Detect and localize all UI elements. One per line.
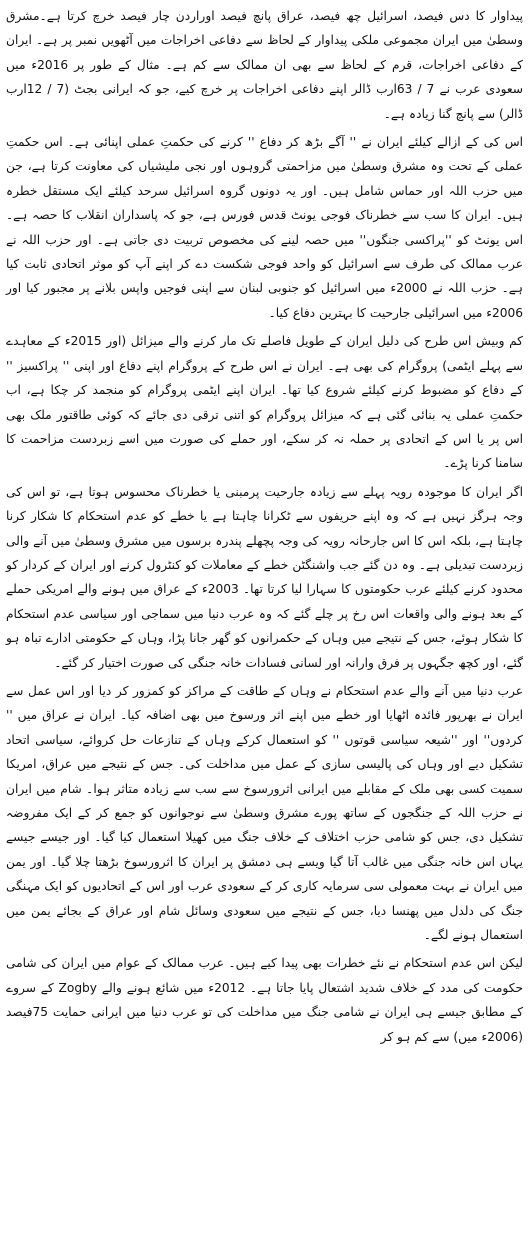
paragraph-regional-change: اگر ایران کا موجودہ رویہ پہلے سے زیادہ جارحیت پرمبنی یا خطرناک محسوس ہوتا ہے، تو اس کی وجہ ہرگز نہیں ہے کہ وہ اپنے حریفوں سے ٹکرانا چاہتا ہے یا خطے کو عدم استحکام کا شکار کرنا چاہتا ہے، بلکہ اس کا اس جارحانہ رویہ کی وجہ پچھلے پندرہ برسوں میں مشرق وسطیٰ میں آنے والی زبردست تبدیلی ہے۔ وہ دن گئے جب واشنگٹن خطے کے معاملات کو کنٹرول کرنے اور ایران کے کردار کو محدود کرنے کیلئے عرب حکومتوں کا سہارا لیا کرتا تھا۔ 2003ء کے عراق میں ہونے والے امریکی حملے کے بعد ہونے والی واقعات اس رخ پر چلے گئے کہ وہ عرب دنیا میں سماجی اور سیاسی عدم استحکام کا شکار ہوئے، جس کے نتیجے میں وہاں کے حکمرانوں کو گھر جانا پڑا، وہاں کے حکومتی ادارے تباہ ہو گئے، اور کچھ جگہوں پر فرق وارانہ اور لسانی فسادات خانہ جنگی کی صورت اختیار کر گئے۔ bbox=[6, 484, 523, 670]
article-body bbox=[6, 0, 523, 1049]
paragraph-new-threats: لیکن اس عدم استحکام نے نئے خطرات بھی پیدا کیے ہیں۔ عرب ممالک کے عوام میں ایران کی شامی حکومت کی مدد کے خلاف شدید اشتعال پایا جاتا ہے۔ 2012ء میں شائع ہونے والے Zogby کے سروے کے مطابق جیسے ہی ایران نے شامی جنگ میں مداخلت کی تو عرب دنیا میں ایرانی حمایت 75فیصد (2006ء میں) سے کم ہو کر bbox=[6, 956, 523, 1044]
paragraph-missile-program: کم وبیش اس طرح کی دلیل ایران کے طویل فاصلے تک مار کرنے والے میزائل (اور 2015ء کے معاہدے سے پہلے ایٹمی) پروگرام کی بھی ہے۔ ایران نے اس طرح کے پروگرام اپنے دفاع اور اپنی '' پراکسیز '' کے دفاع کو مضبوط کرنے کیلئے شروع کیا تھا۔ ایران اپنے ایٹمی پروگرام کو منجمد کر چکا ہے، اب حکمتِ عملی یہ بنائی گئی ہے کہ میزائل پروگرام کو اتنی ترقی دی جائے کہ کوئی طاقتور ملک بھی اس پر یا اس کے اتحادی پر حملہ نہ کر سکے، اور حملے کی صورت میں اسے زبردست مزاحمت کا سامنا کرنا پڑے۔ bbox=[6, 334, 523, 471]
paragraph-instability-gains: عرب دنیا میں آنے والے عدم استحکام نے وہاں کے طاقت کے مراکز کو کمزور کر دیا اور اس عمل سے ایران نے بھرپور فائدہ اٹھایا اور خطے میں اپنے اثر ورسوخ میں بھی اضافہ کیا۔ ایران نے عراق میں '' کردوں'' اور ''شیعہ سیاسی قوتوں '' کو استعمال کرکے وہاں کے تنازعات حل کروائے، سیاسی اتحاد تشکیل دیے اور وہاں کی پالیسی سازی کے عمل میں مداخلت کی۔ جس کے نتیجے میں عراق، امریکا سمیت کسی بھی ملک کے مقابلے میں ایرانی اثرورسوخ سے سب سے زیادہ متاثر ہوا۔ شام میں ایران نے حزب اللہ کے جنگجوں کے ساتھ پورے مشرق وسطیٰ سے نوجوانوں کو جمع کر کے ایک مفروضہ تشکیل دی، جس کو شامی حزب اختلاف کے خلاف جنگ میں کھیلا استعمال کیا گیا۔ اور جیسے جیسے یہاں اس خانہ جنگی میں غالب آتا گیا ویسے ہی دمشق پر ایران کا اثرورسوخ بڑھتا چلا گیا۔ اور یمن میں ایران نے بہت معمولی سی سرمایہ کاری کر کے سعودی عرب اور اس کے اتحادیوں کو ایک مہنگی جنگ کی دلدل میں پھنسا دیا، جس کے نتیجے میں سعودی وسائل شام اور عراق کے بجائے یمن میں استعمال ہونے لگے۔ bbox=[6, 683, 523, 943]
paragraph-forward-defense: اس کی کے ازالے کیلئے ایران نے '' آگے بڑھ کر دفاع '' کرنے کی حکمتِ عملی اپنائی ہے۔ اس حکمتِ عملی کے تحت وہ مشرق وسطیٰ میں مزاحمتی گروہوں اور نجی ملیشیاں کی معاونت کرتا ہے، جن میں حزب اللہ اور حماس شامل ہیں۔ اور یہ دونوں گروہ اسرائیل سرحد کیلئے ایک مستقل خطرہ ہیں۔ ایران کا سب سے خطرناک فوجی یونٹ قدس فورس ہے، جو کہ پاسداران انقلاب کا حصہ ہے۔ اس یونٹ کو ''پراکسی جنگوں'' میں حصہ لینے کی مخصوص تربیت دی جاتی ہے۔ اور حزب اللہ نے عرب ممالک کی طرف سے اسرائیل کو واحد فوجی شکست دے کر اپنے آپ کو موثر اتحادی ثابت کیا ہے۔ حزب اللہ نے 2000ء میں اسرائیل کو جنوبی لبنان سے اپنی فوجیں واپس بلانے پر مجبور کیا اور 2006ء میں اسرائیلی جارحیت کا بہترین دفاع کیا۔ bbox=[6, 135, 524, 320]
paragraph-defense-spending: پیداوار کا دس فیصد، اسرائیل چھ فیصد، عراق پانچ فیصد اوراردن چار فیصد خرچ کرتا ہے۔مشرق وسطیٰ میں ایران مجموعی ملکی پیداوار کے لحاظ سے دفاعی اخراجات میں آٹھویں نمبر پر ہے۔ ایران کے دفاعی اخراجات، قرم کے لحاظ سے بھی ان ممالک سے کم ہے۔ مثال کے طور پر 2016ء میں سعودی عرب نے 7 / 63ارب ڈالر اپنے دفاعی اخراجات پر خرچ کیے، جو کہ ایرانی بجٹ (7 / 12ارب ڈالر) سے پانچ گنا زیادہ ہے۔ bbox=[6, 9, 523, 121]
